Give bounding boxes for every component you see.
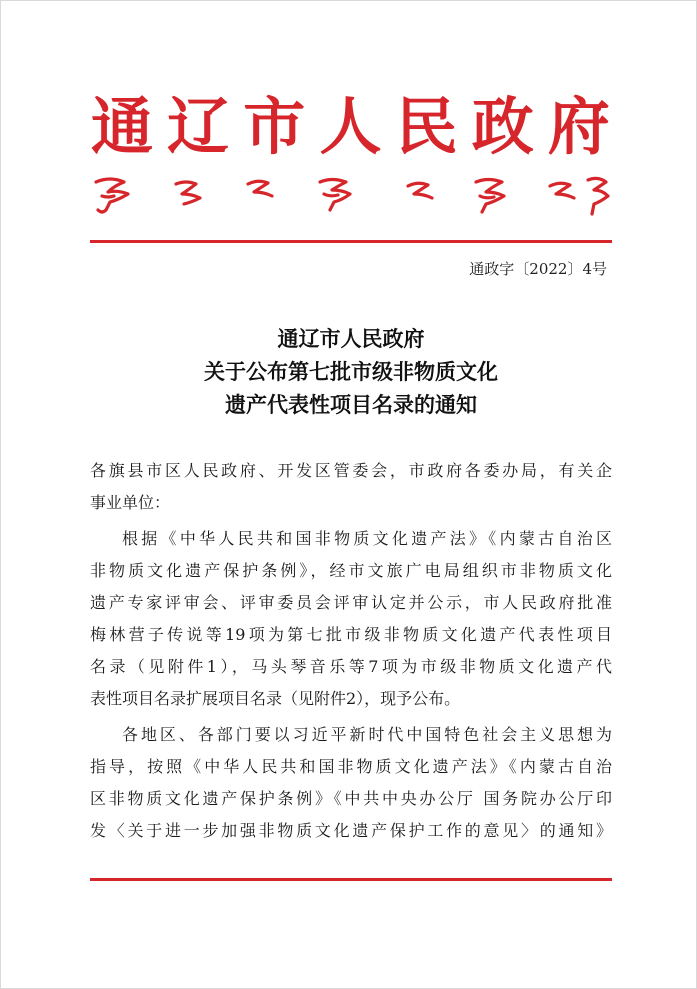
masthead-char: 政	[471, 90, 534, 163]
text-line: 事业单位：	[90, 493, 171, 512]
header-red-rule	[90, 240, 612, 243]
document-title	[90, 322, 612, 421]
text-line: 各旗县市区人民政府、开发区管委会，市政府各委办局，有关企	[90, 461, 612, 480]
text-line: 根据《中华人民共和国非物质文化遗产法》《内蒙古自治区	[122, 529, 612, 548]
salutation	[90, 455, 612, 519]
text-line: 梅林营子传说等19项为第七批市级非物质文化遗产代表性项目	[90, 625, 612, 644]
masthead-title	[88, 92, 613, 162]
masthead-char: 府	[547, 90, 610, 163]
masthead-char: 市	[243, 90, 306, 163]
document-number: 通政字〔2022〕4号	[469, 260, 607, 278]
text-line: 发〈关于进一步加强非物质文化遗产保护工作的意见〉的通知》	[90, 821, 612, 840]
document-body	[90, 455, 612, 847]
text-line: 名录（见附件1），马头琴音乐等7项为市级非物质文化遗产代	[90, 657, 612, 676]
text-line: 非物质文化遗产保护条例》，经市文旅广电局组织市非物质文化	[90, 561, 612, 580]
text-line: 表性项目名录扩展项目名录（见附件2），现予公布。	[90, 689, 461, 708]
title-line: 遗产代表性项目名录的通知	[225, 392, 477, 417]
text-line: 各地区、各部门要以习近平新时代中国特色社会主义思想为	[122, 725, 612, 744]
masthead-char: 通	[90, 90, 153, 163]
masthead-char: 人	[319, 90, 382, 163]
mongolian-script-logo	[88, 170, 613, 220]
paragraph	[90, 523, 612, 715]
masthead-char: 民	[395, 90, 458, 163]
text-line: 指导，按照《中华人民共和国非物质文化遗产法》《内蒙古自治	[90, 757, 612, 776]
masthead-char: 辽	[167, 90, 230, 163]
title-line: 关于公布第七批市级非物质文化	[204, 359, 498, 384]
footer-red-rule	[90, 878, 612, 881]
paragraph	[90, 719, 612, 847]
text-line: 区非物质文化遗产保护条例》《中共中央办公厅 国务院办公厅印	[90, 789, 612, 808]
text-line: 遗产专家评审会、评审委员会评审认定并公示，市人民政府批准	[90, 593, 612, 612]
title-line: 通辽市人民政府	[277, 326, 425, 351]
